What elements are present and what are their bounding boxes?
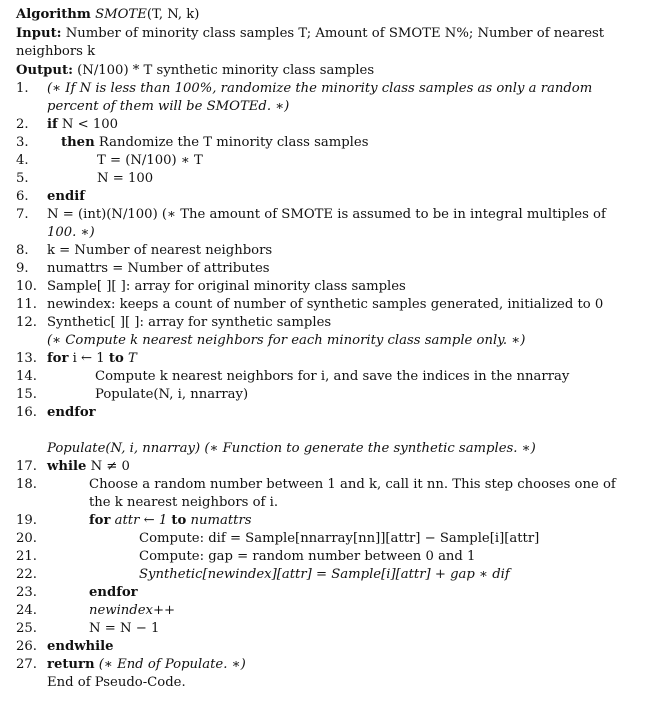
code-line-14 xyxy=(16,368,632,386)
code-line-7 xyxy=(16,206,632,224)
line-text: Compute: gap = random number between 0 and 1 xyxy=(139,549,476,564)
line-number: 4. xyxy=(16,153,29,168)
line-number: 15. xyxy=(16,387,37,402)
line-text: N < 100 xyxy=(61,117,119,132)
algorithm-args: (T, N, k) xyxy=(146,7,200,22)
line-text: (∗ If N is less than 100%, randomize the minority class samples as only a random xyxy=(47,81,593,96)
line-text: Synthetic[ ][ ]: array for synthetic samples xyxy=(47,315,332,330)
line-number: 9. xyxy=(16,261,29,276)
code-line-21 xyxy=(16,548,632,566)
line-text: Sample[ ][ ]: array for original minority class samples xyxy=(47,279,406,294)
keyword: if xyxy=(47,117,58,132)
line-number: 16. xyxy=(16,405,37,420)
code-line-25 xyxy=(16,620,632,638)
keyword: endwhile xyxy=(47,639,114,654)
populate-header xyxy=(16,440,632,458)
line-text: Populate(N, i, nnarray) (∗ Function to generate the synthetic samples. ∗) xyxy=(47,441,536,456)
algorithm-name: SMOTE xyxy=(95,7,147,22)
code-line-1-cont xyxy=(16,98,632,116)
code-line-10 xyxy=(16,278,632,296)
keyword: endfor xyxy=(89,585,138,600)
line-number: 14. xyxy=(16,369,37,384)
line-number: 18. xyxy=(16,477,37,492)
line-number: 1. xyxy=(16,81,29,96)
line-text: End of Pseudo-Code. xyxy=(47,675,186,690)
line-number: 11. xyxy=(16,297,37,312)
input-text: Number of minority class samples T; Amount of SMOTE N%; Number of nearest neighbors k xyxy=(16,26,605,59)
line-text: N = N − 1 xyxy=(89,621,160,636)
code-line-1 xyxy=(16,80,632,98)
line-number: 7. xyxy=(16,207,29,222)
input-label: Input: xyxy=(16,26,62,41)
line-text: numattrs = Number of attributes xyxy=(47,261,270,276)
keyword: return xyxy=(47,657,95,672)
line-text: N = 100 xyxy=(97,171,154,186)
line-number: 8. xyxy=(16,243,29,258)
code-line-15 xyxy=(16,386,632,404)
line-text: Compute: dif = Sample[nnarray[nn]][attr] − Sample[i][attr] xyxy=(139,531,540,546)
code-line-11 xyxy=(16,296,632,314)
line-number: 2. xyxy=(16,117,29,132)
algorithm-title xyxy=(16,6,632,24)
line-text: newindex++ xyxy=(89,603,176,618)
keyword: then xyxy=(61,135,95,150)
line-text: Synthetic[newindex][attr] = Sample[i][attr] + gap ∗ dif xyxy=(139,567,510,582)
input-spec xyxy=(16,25,632,61)
line-number: 12. xyxy=(16,315,37,330)
keyword: for xyxy=(47,351,69,366)
line-text: percent of them will be SMOTEd. ∗) xyxy=(47,99,290,114)
output-text: (N/100) * T synthetic minority class samples xyxy=(77,63,375,78)
line-text: attr ← 1 xyxy=(114,513,168,528)
line-number: 10. xyxy=(16,279,37,294)
line-number: 25. xyxy=(16,621,37,636)
line-text: Choose a random number between 1 and k, call it nn. This step chooses one of xyxy=(89,477,616,492)
code-line-23 xyxy=(16,584,632,602)
code-line-2 xyxy=(16,116,632,134)
line-text: (∗ Compute k nearest neighbors for each minority class sample only. ∗) xyxy=(47,333,526,348)
output-label: Output: xyxy=(16,63,73,78)
code-line-26 xyxy=(16,638,632,656)
code-line-22 xyxy=(16,566,632,584)
code-line-20 xyxy=(16,530,632,548)
line-text: Populate(N, i, nnarray) xyxy=(95,387,249,402)
line-text: k = Number of nearest neighbors xyxy=(47,243,273,258)
line-number: 19. xyxy=(16,513,37,528)
keyword: for xyxy=(89,513,111,528)
line-text: N ≠ 0 xyxy=(90,459,130,474)
line-number: 27. xyxy=(16,657,37,672)
keyword: while xyxy=(47,459,87,474)
keyword: to xyxy=(171,513,187,528)
line-number: 26. xyxy=(16,639,37,654)
code-line-24 xyxy=(16,602,632,620)
line-number: 21. xyxy=(16,549,37,564)
end-of-pseudocode xyxy=(16,674,632,692)
code-line-13 xyxy=(16,350,632,368)
output-spec xyxy=(16,62,632,80)
line-number: 22. xyxy=(16,567,37,582)
line-text: N = (int)(N/100) (∗ The amount of SMOTE is assumed to be in integral multiples of xyxy=(47,207,606,222)
line-number: 5. xyxy=(16,171,29,186)
line-text: the k nearest neighbors of i. xyxy=(89,495,279,510)
code-line-6 xyxy=(16,188,632,206)
code-line-7-cont xyxy=(16,224,632,242)
line-number: 23. xyxy=(16,585,37,600)
code-line-18-cont xyxy=(16,494,632,512)
line-number: 13. xyxy=(16,351,37,366)
line-number: 24. xyxy=(16,603,37,618)
code-line-5 xyxy=(16,170,632,188)
line-text: (∗ End of Populate. ∗) xyxy=(98,657,246,672)
code-line-9 xyxy=(16,260,632,278)
line-text: T = (N/100) ∗ T xyxy=(97,153,203,168)
code-line-17 xyxy=(16,458,632,476)
line-text: newindex: keeps a count of number of synthetic samples generated, initialized to 0 xyxy=(47,297,604,312)
code-line-16 xyxy=(16,404,632,422)
code-line-8 xyxy=(16,242,632,260)
algorithm-label: Algorithm xyxy=(16,7,91,22)
keyword: endif xyxy=(47,189,85,204)
line-number: 6. xyxy=(16,189,29,204)
line-number: 3. xyxy=(16,135,29,150)
line-text: Compute k nearest neighbors for i, and save the indices in the nnarray xyxy=(95,369,570,384)
code-line-27 xyxy=(16,656,632,674)
code-comment xyxy=(16,332,632,350)
code-line-18 xyxy=(16,476,632,494)
code-line-3 xyxy=(16,134,632,152)
line-number: 17. xyxy=(16,459,37,474)
code-line-19 xyxy=(16,512,632,530)
line-number: 20. xyxy=(16,531,37,546)
code-line-4 xyxy=(16,152,632,170)
line-text: i ← 1 xyxy=(72,351,105,366)
line-text: T xyxy=(127,351,137,366)
keyword: to xyxy=(108,351,124,366)
keyword: endfor xyxy=(47,405,96,420)
line-text: Randomize the T minority class samples xyxy=(98,135,369,150)
code-line-12 xyxy=(16,314,632,332)
line-text: numattrs xyxy=(190,513,252,528)
line-text: 100. ∗) xyxy=(47,225,95,240)
